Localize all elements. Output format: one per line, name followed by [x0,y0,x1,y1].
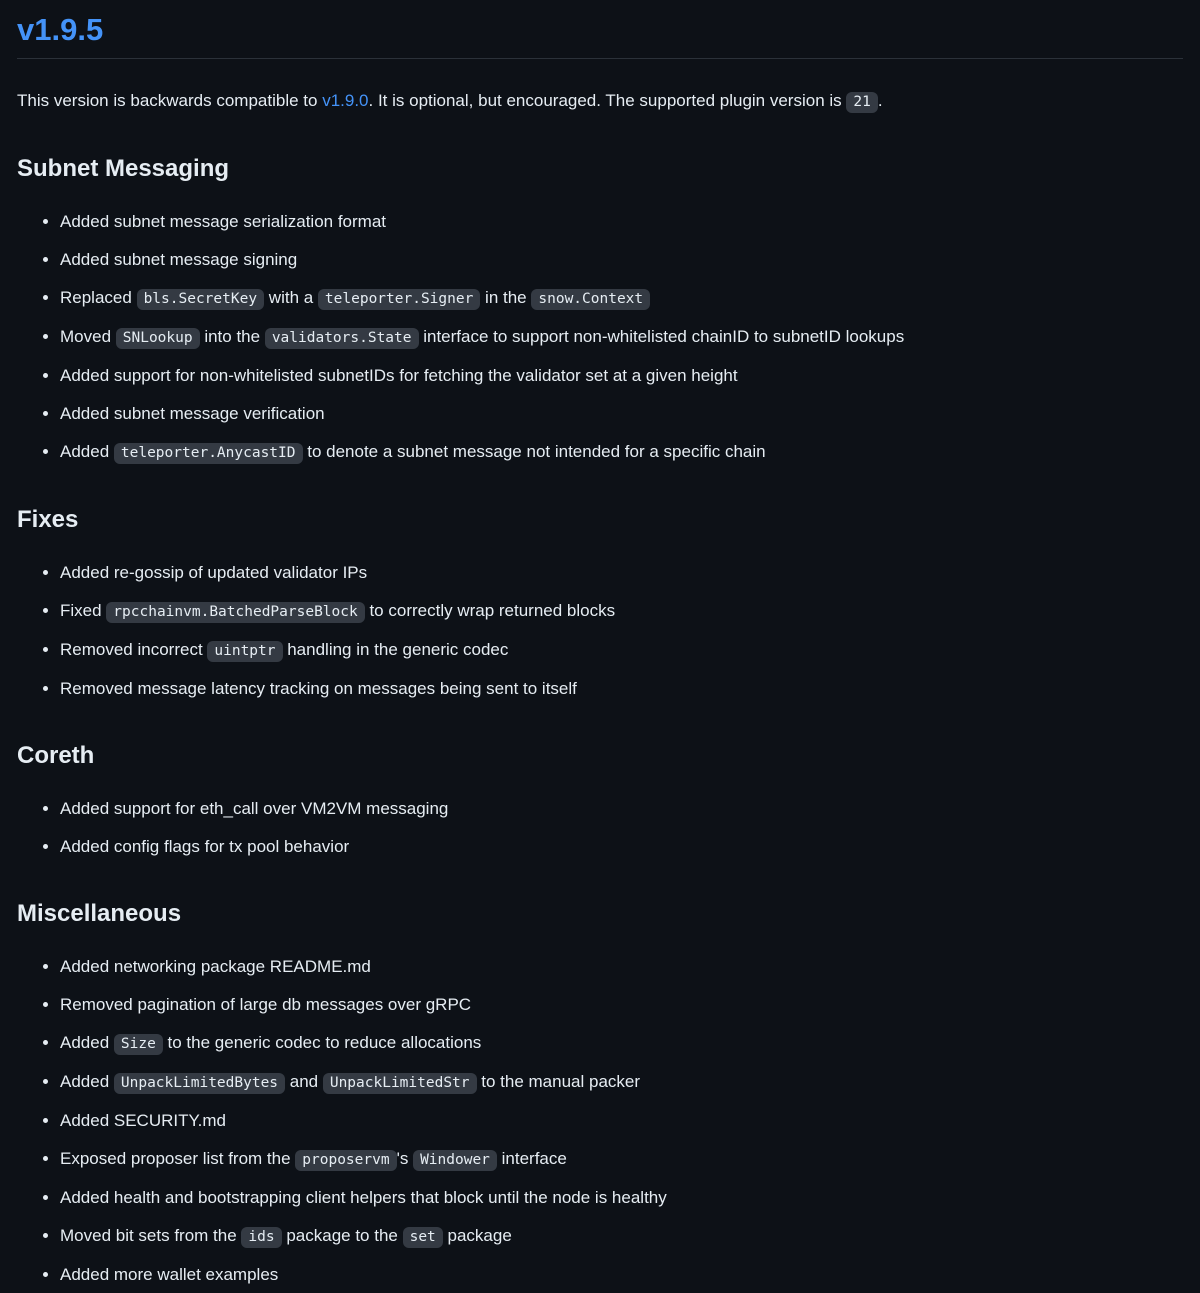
version-link[interactable]: v1.9.0 [322,91,369,110]
list-item [60,991,1183,1019]
text-segment: to denote a subnet message not intended for a specific chain [302,442,766,461]
section-list [17,559,1183,703]
list-item [60,362,1183,390]
section-heading: Miscellaneous [17,900,182,927]
text-segment: Added support for eth_call over VM2VM messaging [60,799,449,818]
text-segment: Exposed proposer list from the [60,1149,296,1168]
list-item [60,953,1183,981]
text-segment: into the [199,327,265,346]
list-item [60,284,1183,313]
text-segment: Removed pagination of large db messages over gRPC [60,995,472,1014]
text-segment: Added health and bootstrapping client helpers that block until the node is healthy [60,1188,667,1207]
list-item [60,208,1183,236]
inline-code: teleporter.AnycastID [114,443,303,464]
text-segment: 's [396,1149,414,1168]
section-heading: Fixes [17,506,79,533]
text-segment: Added [60,1072,114,1091]
inline-code: rpcchainvm.BatchedParseBlock [106,602,364,623]
inline-code: uintptr [207,641,282,662]
release-title-link[interactable]: v1.9.5 [17,12,104,47]
intro-paragraph [17,87,1183,116]
text-segment: Moved bit sets from the [60,1226,242,1245]
list-item [60,246,1183,274]
inline-code: SNLookup [116,328,200,349]
list-item [60,1222,1183,1251]
inline-code: UnpackLimitedBytes [114,1073,285,1094]
list-item [60,438,1183,467]
text-segment: package [442,1226,512,1245]
release-body [17,10,1183,1289]
text-segment: . It is optional, but encouraged. The supported plugin version is [368,91,847,110]
text-segment: package to the [281,1226,403,1245]
list-item [60,1029,1183,1058]
list-item [60,833,1183,861]
text-segment: in the [480,288,532,307]
release-title [17,10,1183,59]
inline-code: bls.SecretKey [137,289,265,310]
list-item [60,1261,1183,1289]
inline-code: 21 [846,92,877,113]
text-segment: to the generic codec to reduce allocations [162,1033,482,1052]
list-item [60,1068,1183,1097]
text-segment: Added [60,442,114,461]
section-heading: Coreth [17,742,95,769]
text-segment: Added support for non-whitelisted subnetIDs for fetching the validator set at a given height [60,366,738,385]
text-segment: Removed incorrect [60,640,208,659]
list-item [60,400,1183,428]
inline-code: proposervm [295,1150,396,1171]
text-segment: . [877,91,883,110]
text-segment: Added config flags for tx pool behavior [60,837,350,856]
inline-code: Size [114,1034,163,1055]
list-item [60,1145,1183,1174]
section-list [17,208,1183,467]
text-segment: to the manual packer [476,1072,641,1091]
list-item [60,636,1183,665]
inline-code: teleporter.Signer [318,289,480,310]
text-segment: Added networking package README.md [60,957,371,976]
text-segment: Added subnet message serialization format [60,212,387,231]
text-segment: to correctly wrap returned blocks [364,601,616,620]
text-segment: Fixed [60,601,107,620]
section-list [17,953,1183,1289]
text-segment: interface to support non-whitelisted chainID to subnetID lookups [418,327,905,346]
text-segment: with a [264,288,318,307]
text-segment: Removed message latency tracking on messages being sent to itself [60,679,577,698]
text-segment: Added subnet message verification [60,404,325,423]
text-segment: Added more wallet examples [60,1265,279,1284]
inline-code: validators.State [265,328,419,349]
list-item [60,323,1183,352]
text-segment: handling in the generic codec [282,640,509,659]
list-item [60,795,1183,823]
text-segment: Added [60,1033,114,1052]
list-item [60,675,1183,703]
inline-code: ids [241,1227,281,1248]
section-heading: Subnet Messaging [17,155,230,182]
inline-code: snow.Context [531,289,650,310]
text-segment: Replaced [60,288,137,307]
inline-code: Windower [413,1150,497,1171]
list-item [60,1107,1183,1135]
text-segment: and [285,1072,323,1091]
text-segment: Added subnet message signing [60,250,298,269]
text-segment: This version is backwards compatible to [17,91,323,110]
list-item [60,597,1183,626]
text-segment: interface [496,1149,567,1168]
text-segment: Moved [60,327,116,346]
sections-container [17,154,1183,1289]
list-item [60,1184,1183,1212]
list-item [60,559,1183,587]
section-list [17,795,1183,861]
text-segment: Added SECURITY.md [60,1111,226,1130]
inline-code: set [403,1227,443,1248]
text-segment: Added re-gossip of updated validator IPs [60,563,368,582]
inline-code: UnpackLimitedStr [323,1073,477,1094]
